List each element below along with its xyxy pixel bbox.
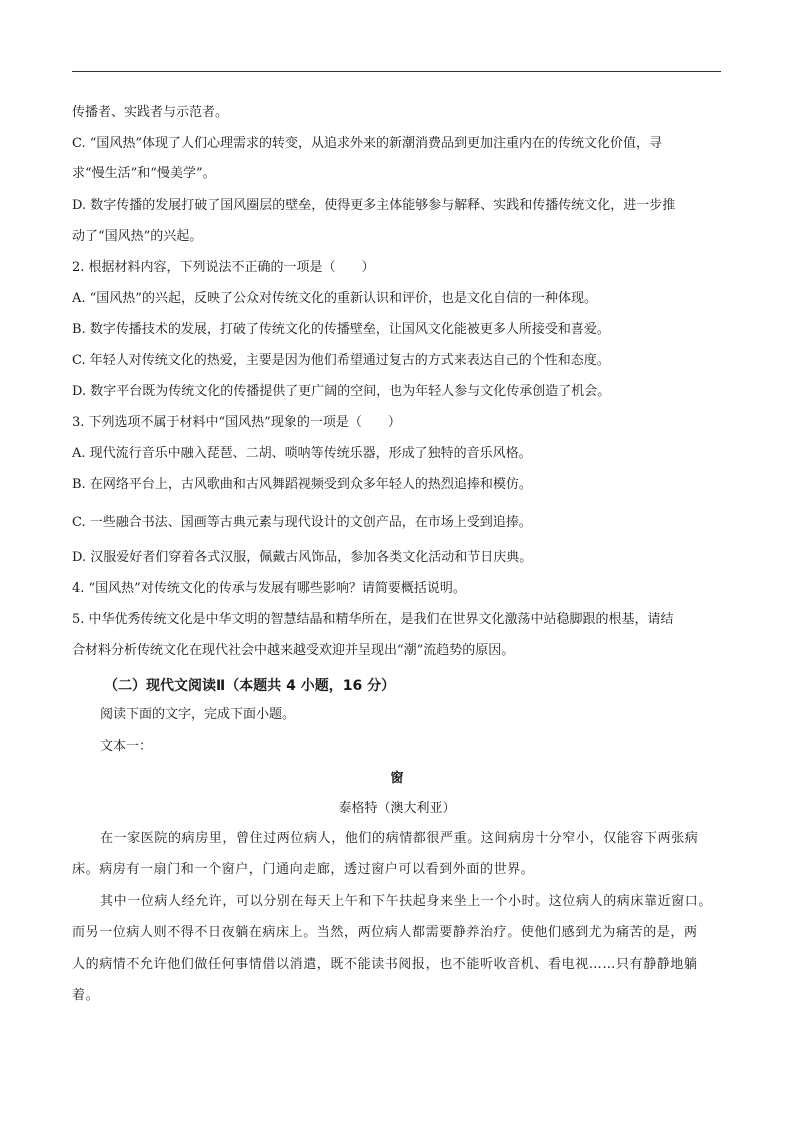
option-c-line-1: C. “国风热”体现了人们心理需求的转变，从追求外来的新潮消费品到更加注重内在的传统文化价值，寻 <box>72 136 663 151</box>
q3-option-a: A. 现代流行音乐中融入琵琶、二胡、唢呐等传统乐器，形成了独特的音乐风格。 <box>72 446 532 461</box>
question-5-line-2: 合材料分析传统文化在现代社会中越来越受欢迎并呈现出“潮”流趋势的原因。 <box>72 643 515 658</box>
question-4: 4. “国风热”对传统文化的传承与发展有哪些影响？请简要概括说明。 <box>72 581 466 596</box>
question-5-line-1: 5. 中华优秀传统文化是中华文明的智慧结晶和精华所在，是我们在世界文化激荡中站稳脚跟的根基，请结 <box>72 612 674 627</box>
q3-option-b: B. 在网络平台上，古风歌曲和古风舞蹈视频受到众多年轻人的热烈追捧和模仿。 <box>72 477 532 492</box>
q2-option-c: C. 年轻人对传统文化的热爱，主要是因为他们希望通过复古的方式来表达自己的个性和态度。 <box>72 353 610 368</box>
story-line-2: 床。病房有一扇门和一个窗户，门通向走廊，透过窗户可以看到外面的世界。 <box>72 862 535 877</box>
story-line-4: 而另一位病人则不得不日夜躺在病床上。当然，两位病人都需要静养治疗。使他们感到尤为痛苦的是，两 <box>72 925 698 940</box>
q2-option-b: B. 数字传播技术的发展，打破了传统文化的传播壁垒，让国风文化能被更多人所接受和喜爱。 <box>72 322 610 337</box>
q3-option-c: C. 一些融合书法、国画等古典元素与现代设计的文创产品，在市场上受到追捧。 <box>72 515 532 530</box>
option-d-line-2: 动了“国风热”的兴起。 <box>72 229 203 244</box>
q2-option-a: A. “国风热”的兴起，反映了公众对传统文化的重新认识和评价，也是文化自信的一种体现。 <box>72 291 597 306</box>
section-heading: （二）现代文阅读Ⅱ（本题共 4 小题，16 分） <box>104 678 396 694</box>
story-title: 窗 <box>390 771 404 786</box>
question-2: 2. 根据材料内容，下列说法不正确的一项是（ ） <box>72 260 375 275</box>
story-line-6: 着。 <box>72 988 100 1003</box>
q2-option-d: D. 数字平台既为传统文化的传播提供了更广阔的空间，也为年轻人参与文化传承创造了机会。 <box>72 384 611 399</box>
reading-instruction: 阅读下面的文字，完成下面小题。 <box>100 707 296 722</box>
question-3: 3. 下列选项不属于材料中“国风热”现象的一项是（ ） <box>72 415 401 430</box>
story-author: 泰格特（澳大利亚） <box>338 801 456 816</box>
q3-option-d: D. 汉服爱好者们穿着各式汉服，佩戴古风饰品，参加各类文化活动和节日庆典。 <box>72 550 533 565</box>
text-line-1: 传播者、实践者与示范者。 <box>72 105 229 120</box>
story-line-1: 在一家医院的病房里，曾住过两位病人，他们的病情都很严重。这间病房十分窄小，仅能容下两张病 <box>100 831 699 846</box>
story-line-3: 其中一位病人经允许，可以分别在每天上午和下午扶起身来坐上一个小时。这位病人的病床靠近窗口。 <box>100 894 713 909</box>
option-d-line-1: D. 数字传播的发展打破了国风圈层的壁垒，使得更多主体能够参与解释、实践和传播传统文化，进一步推 <box>72 198 676 213</box>
header-rule <box>72 71 721 72</box>
text-one-label: 文本一： <box>100 739 153 754</box>
option-c-line-2: 求“慢生活”和“慢美学”。 <box>72 166 216 181</box>
story-line-5: 人的病情不允许他们做任何事情借以消遣，既不能读书阅报，也不能听收音机、看电视……只有静静地躺 <box>72 957 698 972</box>
